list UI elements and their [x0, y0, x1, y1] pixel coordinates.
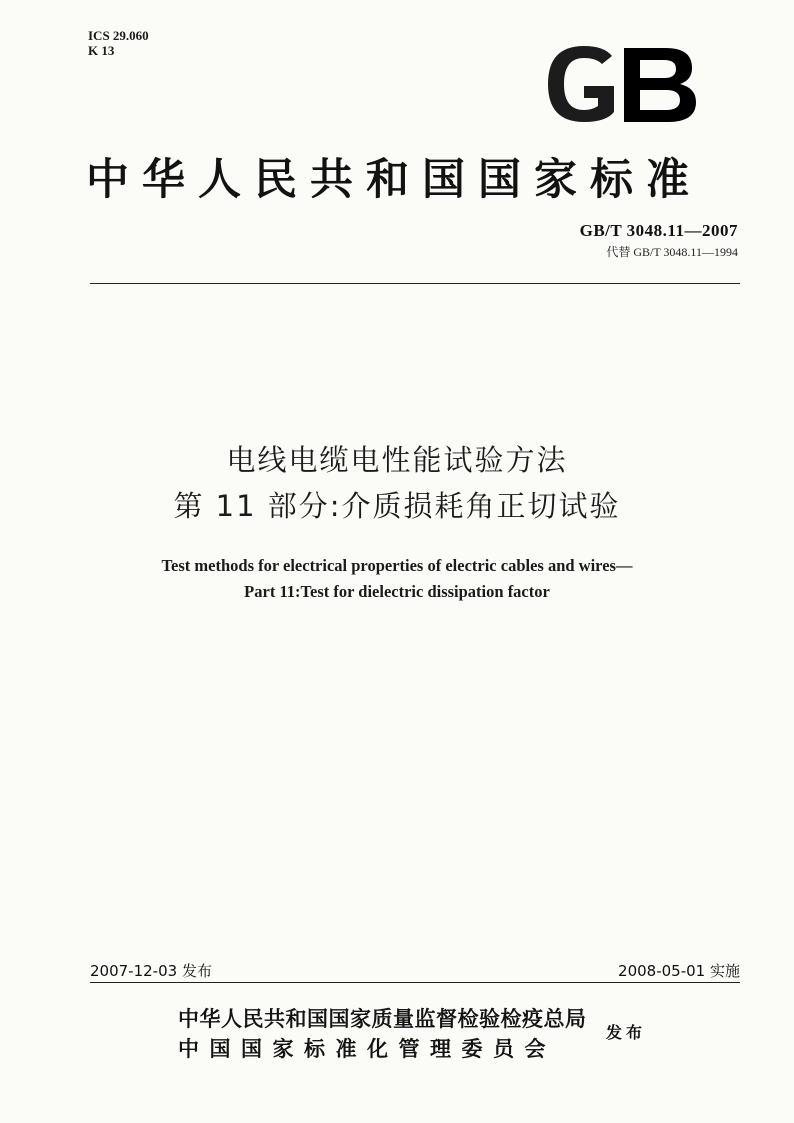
ccs-code: K 13 [88, 43, 115, 58]
issue-date: 2007-12-03 发布 [90, 962, 212, 980]
footer-divider [90, 982, 740, 983]
english-title-line-1: Test methods for electrical properties of electric cables and wires— [161, 556, 633, 575]
gb-logo-g [548, 46, 614, 122]
gb-logo [540, 42, 700, 126]
classification-codes [88, 28, 149, 58]
issuer-sac: 中国国家标准化管理委员会 [178, 1037, 556, 1061]
implementation-date: 2008-05-01 实施 [618, 962, 740, 980]
chinese-title-line-1: 电线电缆电性能试验方法 [226, 443, 568, 477]
header-divider [90, 283, 740, 284]
ics-code: ICS 29.060 [88, 28, 149, 43]
replaced-standard: 代替 GB/T 3048.11—1994 [606, 245, 738, 259]
national-standard-title: 中华人民共和国国家标准 [86, 155, 702, 205]
chinese-title-line-2: 第 11 部分:介质损耗角正切试验 [173, 489, 621, 523]
release-label: 发布 [606, 1023, 647, 1042]
standard-number-block [580, 221, 738, 260]
issuer-aqsiq: 中华人民共和国国家质量监督检验检疫总局 [178, 1007, 587, 1031]
english-title-line-2: Part 11:Test for dielectric dissipation factor [244, 582, 550, 601]
gb-logo-b [624, 48, 696, 122]
standard-number: GB/T 3048.11—2007 [579, 221, 738, 240]
